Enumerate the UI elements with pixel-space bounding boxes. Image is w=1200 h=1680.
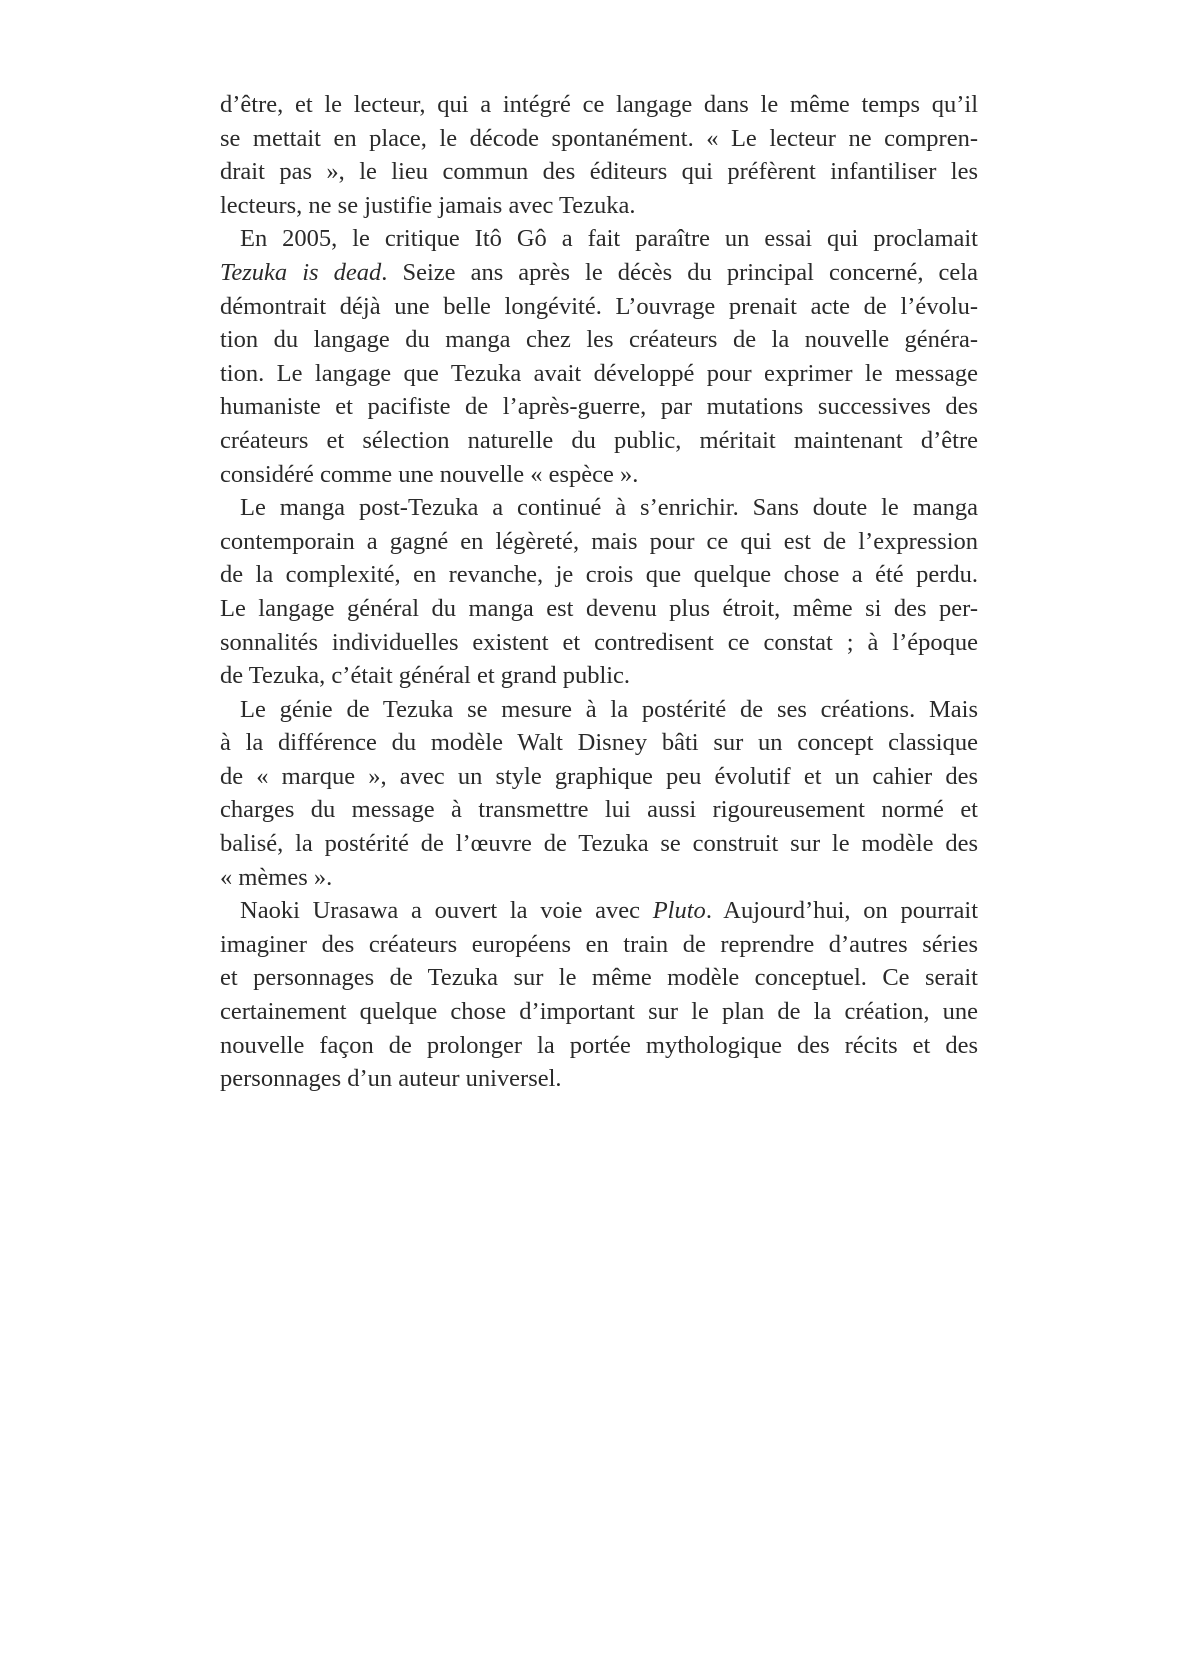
italic-title: Pluto — [652, 897, 706, 925]
text-line: Le génie de Tezuka se mesure à la postérité de ses créations. Mais — [240, 695, 978, 723]
paragraph — [220, 693, 978, 895]
text-line: Le langage général du manga est devenu plus étroit, même si des per- — [220, 594, 978, 622]
paragraph — [220, 88, 978, 222]
italic-title: Tezuka is dead — [220, 258, 382, 286]
text-run: Naoki Urasawa a ouvert la voie avec — [240, 897, 653, 925]
paragraph — [220, 491, 978, 693]
text-line: humaniste et pacifiste de l’après-guerre, par mutations successives des — [220, 393, 978, 421]
text-line — [220, 256, 978, 290]
text-line: sonnalités individuelles existent et contredisent ce constat ; à l’époque — [220, 628, 978, 656]
text-line: personnages d’un auteur universel. — [220, 1065, 562, 1093]
text-line: tion. Le langage que Tezuka avait développé pour exprimer le message — [220, 359, 978, 387]
page-body — [220, 88, 978, 1096]
text-line: imaginer des créateurs européens en train de reprendre d’autres séries — [220, 930, 978, 958]
text-line: de la complexité, en revanche, je crois que quelque chose a été perdu. — [220, 561, 978, 589]
paragraph — [220, 894, 978, 1096]
text-line: d’être, et le lecteur, qui a intégré ce langage dans le même temps qu’il — [220, 91, 978, 118]
text-line: certainement quelque chose d’important sur le plan de la création, une — [220, 998, 978, 1026]
text-line: créateurs et sélection naturelle du public, méritait maintenant d’être — [220, 426, 978, 454]
text-line: drait pas », le lieu commun des éditeurs qui préfèrent infantiliser les — [220, 158, 978, 186]
text-line: nouvelle façon de prolonger la portée mythologique des récits et des — [220, 1031, 978, 1059]
text-line: considéré comme une nouvelle « espèce ». — [220, 460, 639, 488]
text-line: contemporain a gagné en légèreté, mais pour ce qui est de l’expression — [220, 527, 978, 555]
text-line: balisé, la postérité de l’œuvre de Tezuka se construit sur le modèle des — [220, 830, 978, 858]
text-line: se mettait en place, le décode spontanément. « Le lecteur ne compren- — [220, 124, 978, 152]
text-line: lecteurs, ne se justifie jamais avec Tezuka. — [220, 191, 636, 219]
text-line: démontrait déjà une belle longévité. L’ouvrage prenait acte de l’évolu- — [220, 292, 978, 320]
text-line: « mèmes ». — [220, 863, 333, 891]
text-line — [220, 894, 978, 928]
text-line: Le manga post-Tezuka a continué à s’enrichir. Sans doute le manga — [240, 494, 978, 522]
text-run: . Aujourd’hui, on pourrait — [705, 897, 979, 925]
paragraph — [220, 222, 978, 491]
text-line: En 2005, le critique Itô Gô a fait paraître un essai qui proclamait — [240, 225, 978, 253]
text-line: tion du langage du manga chez les créateurs de la nouvelle généra- — [220, 326, 978, 354]
text-line: et personnages de Tezuka sur le même modèle conceptuel. Ce serait — [220, 964, 978, 992]
text-line: à la différence du modèle Walt Disney bâti sur un concept classique — [220, 729, 978, 757]
text-line: de Tezuka, c’était général et grand public. — [220, 662, 631, 690]
text-line: charges du message à transmettre lui aussi rigoureusement normé et — [220, 796, 978, 824]
text-run: . Seize ans après le décès du principal concerné, cela — [381, 258, 978, 286]
text-line: de « marque », avec un style graphique peu évolutif et un cahier des — [220, 762, 978, 790]
